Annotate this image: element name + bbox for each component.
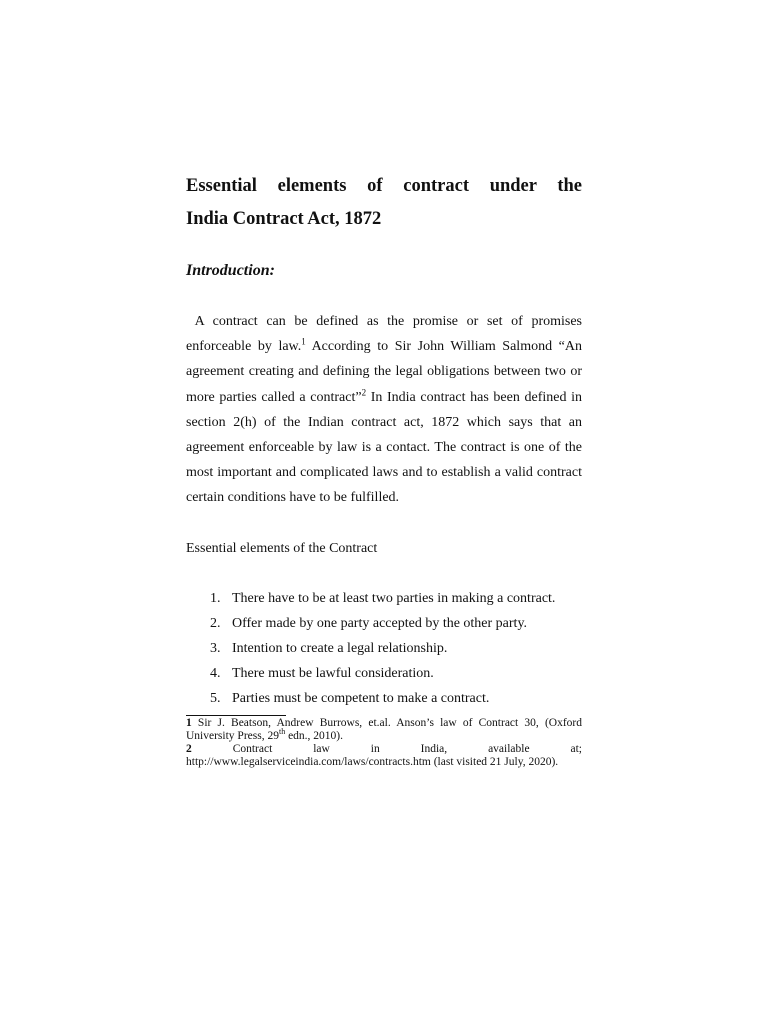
footnotes (186, 717, 582, 769)
document-title (186, 170, 582, 236)
footnote-1-text-a: Sir J. Beatson, Andrew Burrows, et.al. Anson’s law of Contract 30, (Oxford University Press, 29 (186, 716, 582, 742)
list-item-text: Parties must be competent to make a contract. (232, 690, 490, 706)
footnote-1-superscript: th (278, 726, 286, 736)
footnote-separator (186, 715, 286, 716)
footnote-1 (186, 717, 582, 743)
introduction-paragraph (186, 309, 582, 511)
list-item-number: 3. (210, 640, 221, 656)
title-line-2: India Contract Act, 1872 (186, 209, 382, 229)
list-item-number: 4. (210, 665, 221, 681)
paragraph-text-part-3: In India contract has been defined in section 2(h) of the Indian contract act, 1872 which says that an agreement enforceable by law is a contact. The contract is one of the most important and complicated laws and to establish a valid contract certain conditions have to be fulfilled. (186, 389, 582, 506)
introduction-heading: Introduction: (186, 262, 275, 279)
list-item-number: 5. (210, 690, 221, 706)
title-line-1: Essential elements of contract under the (186, 176, 582, 196)
list-item-number: 1. (210, 590, 221, 606)
list-item (210, 686, 582, 711)
footnote-2-line-2: http://www.legalserviceindia.com/laws/contracts.htm (last visited 21 July, 2020). (186, 755, 559, 768)
list-item (210, 611, 582, 636)
list-item (210, 586, 582, 611)
list-item (210, 661, 582, 686)
list-item (210, 636, 582, 661)
footnote-2-marker: 2 (186, 742, 192, 755)
page-content (186, 170, 582, 769)
footnote-2-line-1: Contract law in India, available at; (232, 742, 582, 755)
list-item-text: Offer made by one party accepted by the other party. (232, 615, 528, 631)
list-item-text: Intention to create a legal relationship. (232, 640, 448, 656)
paragraph-text-part-2: According to Sir John William Salmond “An agreement creating and defining the legal obligations between two or more parties called a contract” (186, 339, 582, 405)
footnote-1-text-b: edn., 2010). (285, 729, 344, 742)
elements-list (186, 586, 582, 711)
footnote-2 (186, 743, 582, 769)
list-item-text: There must be lawful consideration. (232, 665, 434, 681)
footnote-reference-1: 1 (301, 336, 306, 347)
footnote-1-marker: 1 (186, 716, 192, 729)
footnote-2-first-line (186, 743, 582, 756)
footnote-reference-2: 2 (361, 386, 367, 397)
list-item-text: There have to be at least two parties in making a contract. (232, 590, 556, 606)
elements-heading: Essential elements of the Contract (186, 540, 378, 556)
paragraph-text-part-1: A contract can be defined as the promise or set of promises enforceable by law. (186, 314, 582, 355)
list-item-number: 2. (210, 615, 221, 631)
